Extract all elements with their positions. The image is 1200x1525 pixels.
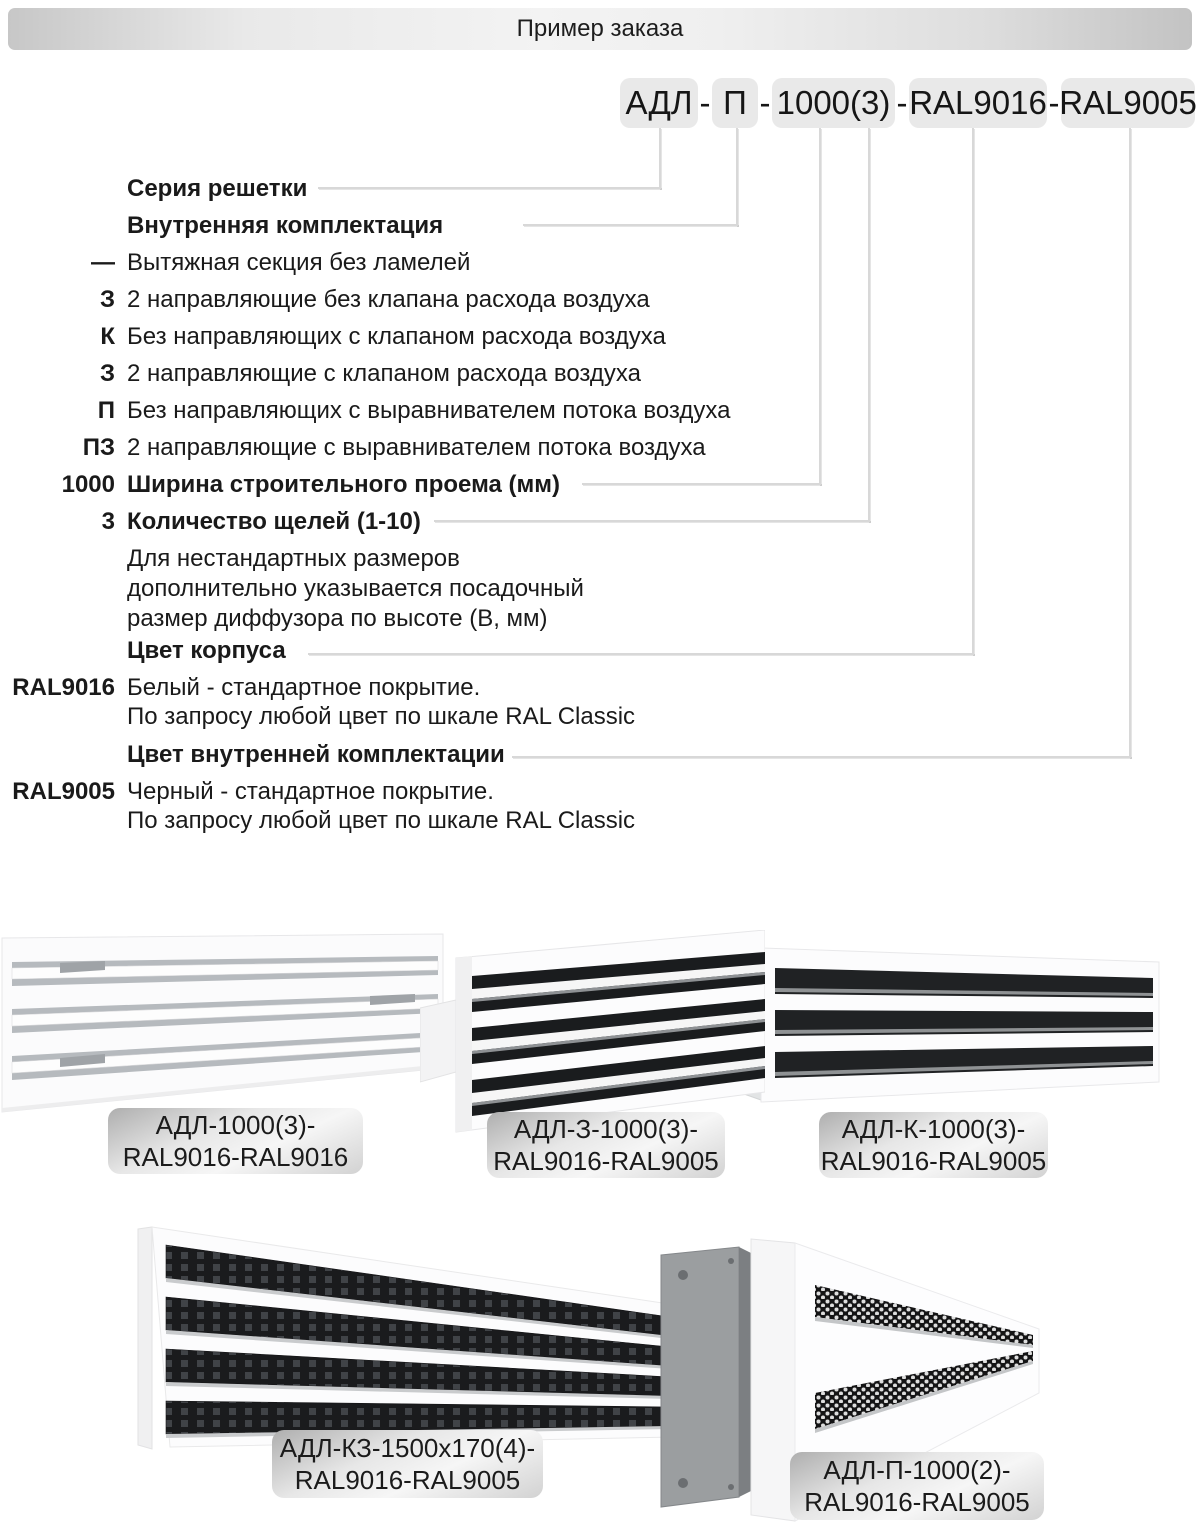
legend-note-line: Для нестандартных размеров [127, 545, 460, 572]
legend-text: 2 направляющие без клапана расхода воздуха [127, 285, 650, 313]
header-bar [8, 8, 1192, 50]
legend-row-note [0, 540, 800, 632]
legend-row-series [0, 170, 800, 207]
legend-row-k [0, 318, 800, 355]
legend-text-line: По запросу любой цвет по шкале RAL Classic [127, 807, 636, 834]
legend-row-z2 [0, 355, 800, 392]
connector-innercolor-vertical [1129, 128, 1131, 758]
legend-row-z1 [0, 281, 800, 318]
product-label-line: RAL9016-RAL9005 [493, 1146, 719, 1176]
legend-note-line: размер диффузора по высоте (В, мм) [127, 605, 548, 632]
legend-row-p [0, 392, 800, 429]
legend-row-inner-title [0, 207, 800, 244]
product-label-line: АДЛ-КЗ-1500х170(4)- [279, 1433, 536, 1463]
legend-code: К [100, 322, 115, 350]
product-image-adl-k-1000-3 [715, 940, 1165, 1120]
product-image-adl-kz-1500x170-4 [130, 1225, 705, 1455]
legend-code: 1000 [61, 470, 115, 498]
product-label-line: АДЛ-1000(3)- [155, 1110, 316, 1140]
legend-text-line: Белый - стандартное покрытие. [127, 674, 481, 701]
legend-text: Количество щелей (1-10) [127, 507, 421, 535]
legend-row-innercolor-title [0, 736, 800, 774]
legend-row-exhaust [0, 244, 800, 281]
connector-bodycolor-vertical [972, 128, 974, 655]
product-label-line: АДЛ-П-1000(2)- [823, 1455, 1011, 1485]
code-segment-inner: П [712, 78, 758, 128]
legend-code: 3 [101, 507, 115, 535]
product-label-adl-p-1000-2 [790, 1452, 1044, 1520]
legend-row-ral9016 [0, 670, 800, 736]
product-label-line: АДЛ-З-1000(3)- [513, 1114, 699, 1144]
legend-text-line: По запросу любой цвет по шкале RAL Classic [127, 703, 636, 730]
legend-row-ral9005 [0, 774, 800, 840]
legend-text: Без направляющих с клапаном расхода воздуха [127, 322, 666, 350]
legend-code: З [99, 359, 115, 387]
legend-row-pz [0, 429, 800, 466]
legend-text: Цвет корпуса [127, 637, 286, 664]
product-label-line: RAL9016-RAL9005 [804, 1487, 1030, 1517]
legend-row-bodycolor-title [0, 632, 800, 670]
code-separator: - [699, 84, 711, 121]
code-segment-inner-color: RAL9005 [1061, 78, 1195, 128]
legend-text-line: Черный - стандартное покрытие. [127, 778, 494, 805]
code-segment-size: 1000(3) [772, 78, 895, 128]
product-label-line: RAL9016-RAL9005 [294, 1465, 521, 1495]
legend-code: RAL9005 [12, 778, 115, 805]
product-label-line: RAL9016-RAL9016 [122, 1142, 349, 1172]
legend-code: П [97, 396, 115, 424]
legend-code: RAL9016 [12, 674, 115, 701]
page-title: Пример заказа [516, 15, 684, 42]
product-label-adl-kz-1500x170-4 [272, 1430, 543, 1498]
code-segment-body-color: RAL9016 [909, 78, 1047, 128]
legend-text: 2 направляющие с выравнивателем потока воздуха [127, 433, 706, 461]
legend-text: Серия решетки [127, 174, 308, 202]
product-label-line: АДЛ-К-1000(3)- [841, 1114, 1026, 1144]
legend-text: Внутренняя комплектация [127, 211, 444, 239]
legend-code: ПЗ [82, 433, 115, 461]
legend-code: З [99, 285, 115, 313]
legend [0, 170, 800, 840]
code-separator: - [896, 84, 908, 121]
code-segment-series: АДЛ [620, 78, 698, 128]
legend-row-width [0, 466, 800, 503]
legend-text: Цвет внутренней комплектации [127, 741, 505, 768]
legend-text: Ширина строительного проема (мм) [127, 470, 561, 498]
product-image-adl-1000-3 [0, 932, 445, 1120]
code-separator: - [759, 84, 771, 121]
connector-width-vertical [819, 128, 821, 485]
product-label-adl-k-1000-3 [819, 1112, 1048, 1178]
code-separator: - [1048, 84, 1060, 121]
product-label-line: RAL9016-RAL9005 [820, 1146, 1047, 1176]
product-label-adl-1000-3 [108, 1108, 363, 1174]
legend-code: — [91, 248, 115, 276]
legend-row-slots [0, 503, 800, 540]
legend-text: Без направляющих с выравнивателем потока воздуха [127, 396, 731, 424]
legend-text: Вытяжная секция без ламелей [127, 248, 471, 276]
legend-note-line: дополнительно указывается посадочный [127, 575, 584, 602]
product-label-adl-z-1000-3 [487, 1112, 725, 1178]
legend-text: 2 направляющие с клапаном расхода воздуха [127, 359, 641, 387]
connector-slots-vertical [868, 128, 870, 522]
